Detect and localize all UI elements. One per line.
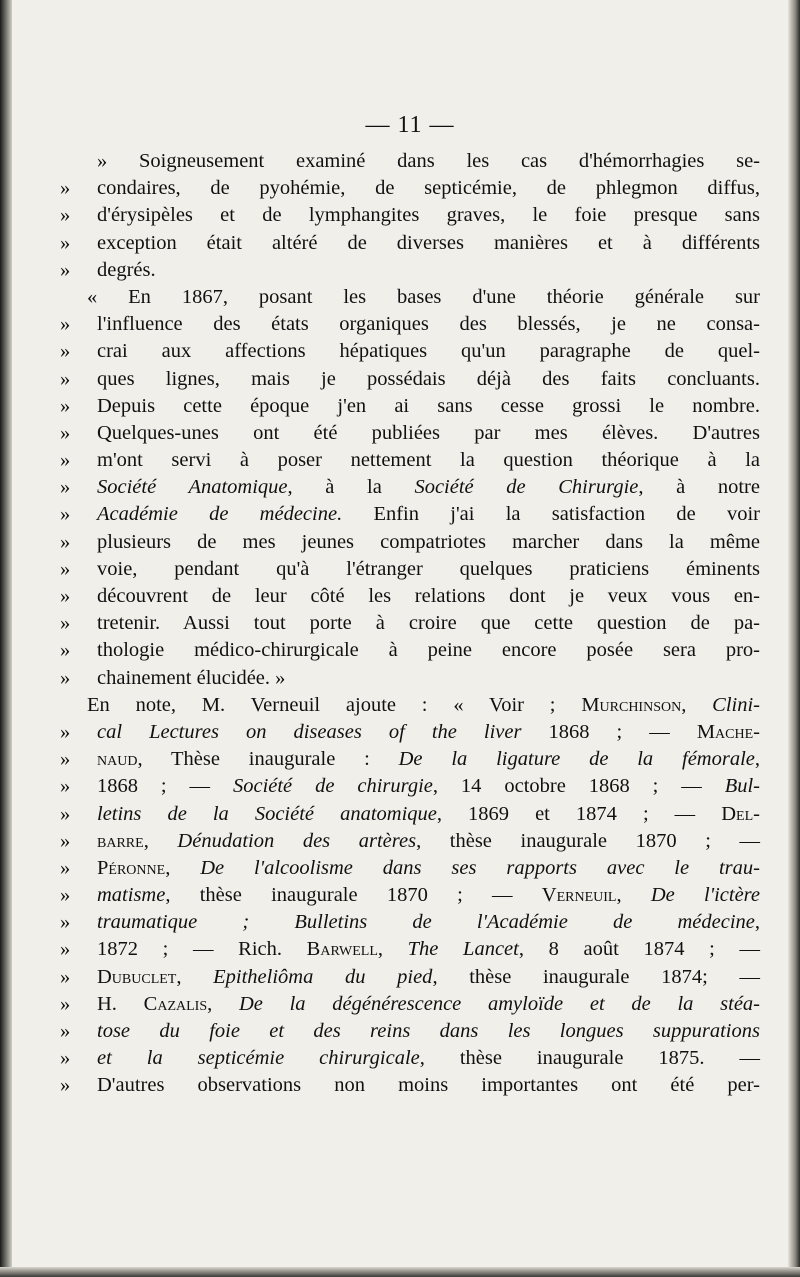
line-content [97, 936, 760, 963]
line-content [97, 828, 760, 855]
quote-mark: » [60, 503, 71, 526]
text-run: , [377, 938, 408, 961]
quote-mark: » [60, 340, 71, 363]
line-content [97, 773, 760, 800]
text-run: , [143, 829, 178, 852]
text-line [60, 936, 760, 963]
quote-mark: » [60, 367, 71, 390]
line-content [97, 746, 760, 773]
text-run: tretenir. Aussi tout porte à croire que cette question de pa- [97, 612, 760, 635]
italic-text: Dénudation des artères [177, 829, 417, 852]
text-run: condaires, de pyohémie, de septicémie, de phlegmon diffus, [97, 177, 760, 200]
text-run: exception était altéré de diverses manières et à différents [97, 231, 760, 254]
quote-mark: » [60, 258, 71, 281]
italic-text: The Lancet [407, 938, 519, 961]
text-line [60, 556, 760, 583]
text-run: thologie médico-chirurgicale à peine encore posée sera pro- [97, 639, 760, 662]
text-run: , à la [287, 476, 415, 499]
quote-mark: » [60, 449, 71, 472]
body-text [60, 148, 760, 1100]
text-run: , 8 août 1874 ; — [518, 938, 760, 961]
text-run: , à notre [638, 476, 760, 499]
text-line [60, 1018, 760, 1045]
text-line [60, 284, 760, 311]
text-run: , thèse inaugurale 1875. — [419, 1047, 760, 1070]
text-line [60, 1045, 760, 1072]
quote-mark: » [60, 1074, 71, 1097]
quote-mark: » [60, 177, 71, 200]
line-content [97, 366, 760, 393]
text-line [60, 338, 760, 365]
text-run: , [754, 748, 760, 771]
quote-mark: » [60, 530, 71, 553]
text-run: , [616, 884, 651, 907]
small-caps-text: Mache- [696, 720, 760, 743]
text-line [60, 991, 760, 1018]
text-line [60, 175, 760, 202]
quote-mark: » [60, 992, 71, 1015]
text-run: H. [97, 992, 144, 1015]
quote-mark: » [60, 1020, 71, 1042]
line-content [97, 230, 760, 257]
line-content [97, 202, 760, 229]
quote-mark: » [60, 1047, 71, 1070]
text-line [60, 583, 760, 610]
quote-mark: » [60, 394, 71, 417]
line-content [97, 1018, 760, 1045]
line-content [97, 719, 760, 746]
text-run: « En 1867, posant les bases d'une théorie générale sur [87, 285, 760, 308]
text-line [60, 665, 760, 692]
small-caps-text: Barwell [306, 938, 378, 961]
line-content [97, 148, 760, 175]
text-run: m'ont servi à poser nettement la question théorique à la [97, 449, 760, 472]
italic-text: tose du foie et des reins dans les longues suppurations [97, 1020, 760, 1042]
text-run: 1872 ; — Rich. [97, 938, 307, 961]
quote-mark: » [60, 775, 71, 798]
text-run: , [165, 856, 201, 879]
small-caps-text: Del- [721, 802, 760, 825]
text-line [60, 746, 760, 773]
text-run: ques lignes, mais je possédais déjà des faits concluants. [97, 367, 760, 390]
italic-text: Société Anatomique [97, 476, 288, 499]
text-run: découvrent de leur côté les relations dont je veux vous en- [97, 585, 760, 607]
line-content [97, 529, 760, 556]
text-line [60, 311, 760, 338]
quote-mark: » [60, 231, 71, 254]
text-run: , 1869 et 1874 ; — [436, 802, 722, 825]
quote-mark: » [60, 938, 71, 961]
text-line [60, 882, 760, 909]
quote-mark: » [60, 421, 71, 444]
italic-text: Epitheliôma du pied [213, 965, 433, 988]
text-run: plusieurs de mes jeunes compatriotes marcher dans la même [97, 530, 760, 553]
small-caps-text: Verneuil [541, 884, 617, 907]
line-content [97, 257, 760, 284]
line-content [87, 692, 760, 719]
quote-mark: » [60, 639, 71, 662]
line-content [97, 175, 760, 202]
quote-mark: » [60, 585, 71, 607]
line-content [97, 1045, 760, 1072]
line-content [97, 665, 760, 692]
text-line [60, 719, 760, 746]
line-content [97, 801, 760, 828]
small-caps-text: Péronne [97, 856, 166, 879]
quote-mark: » [60, 313, 71, 336]
quote-mark: » [60, 884, 71, 907]
quote-mark: » [60, 856, 71, 879]
text-line [60, 474, 760, 501]
text-run: , [207, 992, 239, 1015]
text-line [60, 447, 760, 474]
line-content [97, 393, 760, 420]
line-content [97, 1072, 760, 1099]
text-run: , [176, 965, 214, 988]
text-line [60, 148, 760, 175]
small-caps-text: Dubuclet [97, 965, 177, 988]
text-run: , thèse inaugurale 1870 ; — [416, 829, 761, 852]
italic-text: et la septicémie chirurgicale [97, 1047, 420, 1070]
line-content [87, 284, 760, 311]
quote-mark: » [60, 720, 71, 743]
text-line [60, 855, 760, 882]
line-content [97, 447, 760, 474]
small-caps-text: Murchinson [581, 693, 682, 716]
line-content [97, 964, 760, 991]
italic-text: De la dégénérescence amyloïde et de la stéa- [238, 992, 761, 1015]
quote-mark: » [60, 829, 71, 852]
line-content [97, 882, 760, 909]
line-content [97, 474, 760, 501]
small-caps-text: Cazalis [143, 992, 208, 1015]
text-line [60, 801, 760, 828]
text-line [60, 202, 760, 229]
italic-text: De l'ictère [650, 884, 760, 907]
text-line [60, 393, 760, 420]
text-line [60, 964, 760, 991]
line-content [97, 420, 760, 447]
text-run: crai aux affections hépatiques qu'un paragraphe de quel- [97, 340, 760, 363]
quote-mark: » [60, 748, 71, 771]
text-run: D'autres observations non moins importantes ont été per- [97, 1074, 760, 1097]
quote-mark: » [60, 802, 71, 825]
text-line [60, 420, 760, 447]
text-run: , Thèse inaugurale : [137, 748, 399, 771]
quote-mark: » [60, 666, 71, 689]
text-run: 1868 ; — [521, 720, 697, 743]
quote-mark: » [60, 612, 71, 635]
line-content [97, 637, 760, 664]
text-line [60, 366, 760, 393]
text-run: Depuis cette époque j'en ai sans cesse grossi le nombre. [97, 394, 760, 417]
text-line [60, 909, 760, 936]
text-line [60, 610, 760, 637]
page-bottom-edge [0, 1267, 800, 1277]
italic-text: Société de Chirurgie [414, 476, 639, 499]
italic-text: traumatique ; Bulletins de l'Académie de médecine [97, 911, 755, 934]
quote-mark: » [60, 476, 71, 499]
italic-text: Société de chirurgie [232, 775, 433, 798]
page-number: — 11 — [365, 112, 455, 138]
italic-text: Clini- [712, 693, 761, 716]
italic-text: letins de la Société anatomique [97, 802, 437, 825]
italic-text: De la ligature de la fémorale [398, 748, 755, 771]
italic-text: cal Lectures on diseases of the liver [97, 720, 522, 743]
text-run: » Soigneusement examiné dans les cas d'hémorrhagies se- [97, 150, 760, 172]
small-caps-text: barre [97, 829, 144, 852]
text-line [60, 828, 760, 855]
quote-mark: » [60, 557, 71, 580]
text-line [60, 501, 760, 528]
text-run: , thèse inaugurale 1874; — [432, 965, 760, 988]
text-run: chainement élucidée. » [97, 666, 286, 689]
text-line [60, 1072, 760, 1099]
italic-text: Bul- [724, 775, 761, 798]
text-run: En note, M. Verneuil ajoute : « Voir ; [87, 693, 582, 716]
line-content [97, 556, 760, 583]
line-content [97, 583, 760, 610]
line-content [97, 338, 760, 365]
text-line [60, 257, 760, 284]
text-run: , thèse inaugurale 1870 ; — [165, 884, 542, 907]
text-run: , [754, 911, 760, 934]
quote-mark: » [60, 965, 71, 988]
line-content [97, 311, 760, 338]
text-line [60, 773, 760, 800]
line-content [97, 991, 760, 1018]
text-run: d'érysipèles et de lymphangites graves, le foie presque sans [97, 204, 760, 227]
line-content [97, 501, 760, 528]
small-caps-text: naud [97, 748, 138, 771]
text-line [60, 637, 760, 664]
text-line [60, 692, 760, 719]
text-line [60, 230, 760, 257]
italic-text: De l'alcoolisme dans ses rapports avec le trau- [200, 856, 760, 879]
line-content [97, 610, 760, 637]
page-left-edge [0, 0, 12, 1277]
quote-mark: » [60, 204, 71, 227]
text-run: l'influence des états organiques des blessés, je ne consa- [97, 313, 760, 336]
text-run: Quelques-unes ont été publiées par mes élèves. D'autres [97, 421, 760, 444]
italic-text: Académie de médecine. [97, 503, 343, 526]
text-run: , 14 octobre 1868 ; — [432, 775, 725, 798]
text-run: degrés. [97, 258, 156, 281]
line-content [97, 855, 760, 882]
text-run: Enfin j'ai la satisfaction de voir [342, 503, 760, 526]
italic-text: matisme [97, 884, 166, 907]
line-content [97, 909, 760, 936]
text-run: voie, pendant qu'à l'étranger quelques praticiens éminents [97, 557, 760, 580]
page-right-edge [788, 0, 800, 1277]
text-run: 1868 ; — [97, 775, 233, 798]
text-run: , [681, 693, 713, 716]
text-line [60, 529, 760, 556]
quote-mark: » [60, 911, 71, 934]
